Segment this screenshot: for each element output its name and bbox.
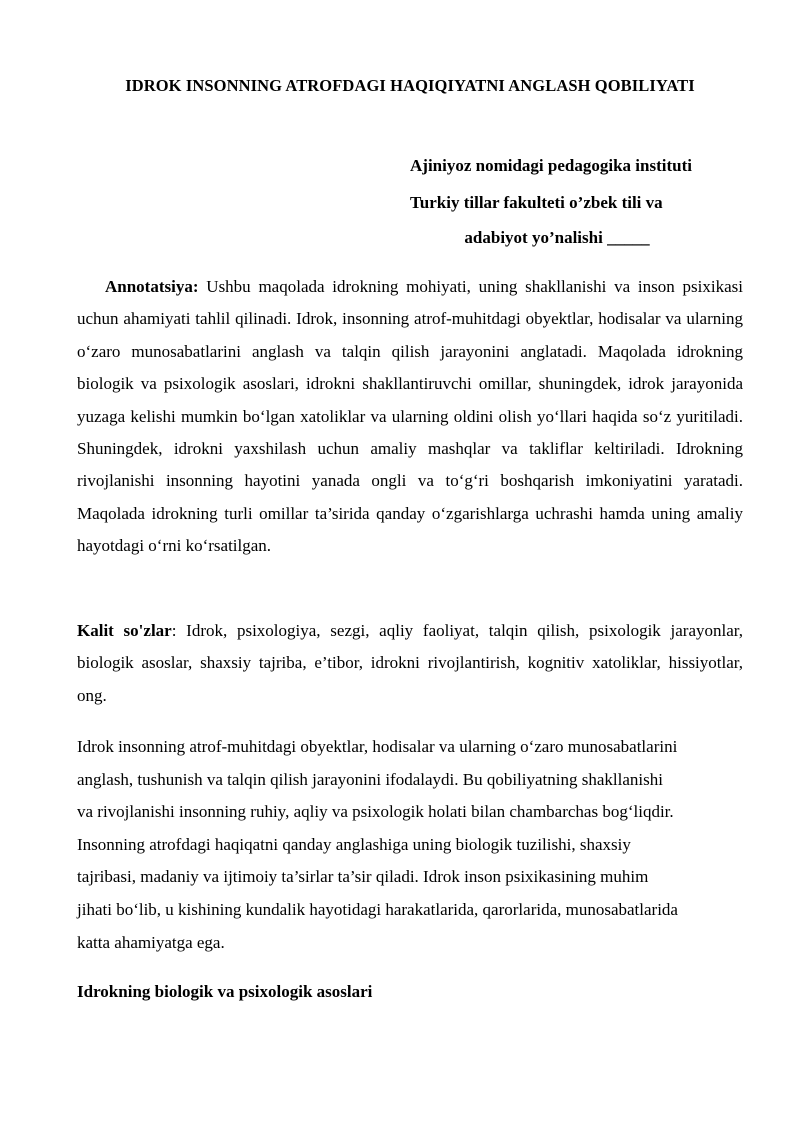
intro-line: tajribasi, madaniy va ijtimoiy ta’sirlar ta’sir qiladi. Idrok inson psixikasining muhim xyxy=(77,867,649,887)
abstract-paragraph xyxy=(77,271,743,563)
abstract-text: Ushbu maqolada idrokning mohiyati, uning shakllanishi va inson psixikasi uchun ahamiyati tahlil qilinadi. Idrok, insonning atrof-muhitdagi obyektlar, hodisalar va ularning o‘zaro munosabatlarini anglash va talqin qilish jarayonini anglatadi. Maqolada idrokning biologik va psixologik asoslari, idrokni shakllantiruvchi omillar, shuningdek, idrok jarayonida yuzaga kelishi mumkin bo‘lgan xatoliklar va ularning oldini olish yo‘llari haqida so‘z yuritiladi. Shuningdek, idrokni yaxshilash uchun amaliy mashqlar va takliflar keltiriladi. Idrokning rivojlanishi insonning hayotini yanada ongli va to‘g‘ri boshqarish imkoniyatini yaratadi. Maqolada idrokning turli omillar ta’sirida qanday o‘zgarishlarga uchrashi hamda uning amaliy hayotdagi o‘rni ko‘rsatilgan. xyxy=(77,277,743,556)
intro-line: anglash, tushunish va talqin qilish jarayonini ifodalaydi. Bu qobiliyatning shakllanishi xyxy=(77,769,663,789)
abstract-label: Annotatsiya: xyxy=(105,277,199,296)
affiliation-faculty: Turkiy tillar fakulteti o’zbek tili va xyxy=(410,193,663,212)
keywords-label: Kalit so'zlar xyxy=(77,621,172,640)
paper-title: IDROK INSONNING ATROFDAGI HAQIQIYATNI ANGLASH QOBILIYATI xyxy=(125,76,695,95)
intro-line: Idrok insonning atrof-muhitdagi obyektlar, hodisalar va ularning o‘zaro munosabatlarini xyxy=(77,737,678,756)
section-heading: Idrokning biologik va psixologik asoslari xyxy=(77,982,373,1001)
keywords-paragraph xyxy=(77,615,743,712)
intro-line: Insonning atrofdagi haqiqatni qanday anglashiga uning biologik tuzilishi, shaxsiy xyxy=(77,834,631,854)
intro-paragraph xyxy=(77,731,757,959)
intro-line: va rivojlanishi insonning ruhiy, aqliy va psixologik holati bilan chambarchas bog‘liqdir. xyxy=(77,802,674,822)
keywords-text: : Idrok, psixologiya, sezgi, aqliy faoliyat, talqin qilish, psixologik jarayonlar, biologik asoslar, shaxsiy tajriba, e’tibor, idrokni rivojlantirish, kognitiv xatoliklar, hissiyotlar, ong. xyxy=(77,621,743,705)
affiliation-institute: Ajiniyoz nomidagi pedagogika instituti xyxy=(410,156,692,175)
affiliation-direction: adabiyot yo’nalishi _____ xyxy=(464,228,650,247)
intro-line: katta ahamiyatga ega. xyxy=(77,932,225,952)
intro-line: jihati bo‘lib, u kishining kundalik hayotidagi harakatlarida, qarorlarida, munosabatlarida xyxy=(77,899,678,919)
